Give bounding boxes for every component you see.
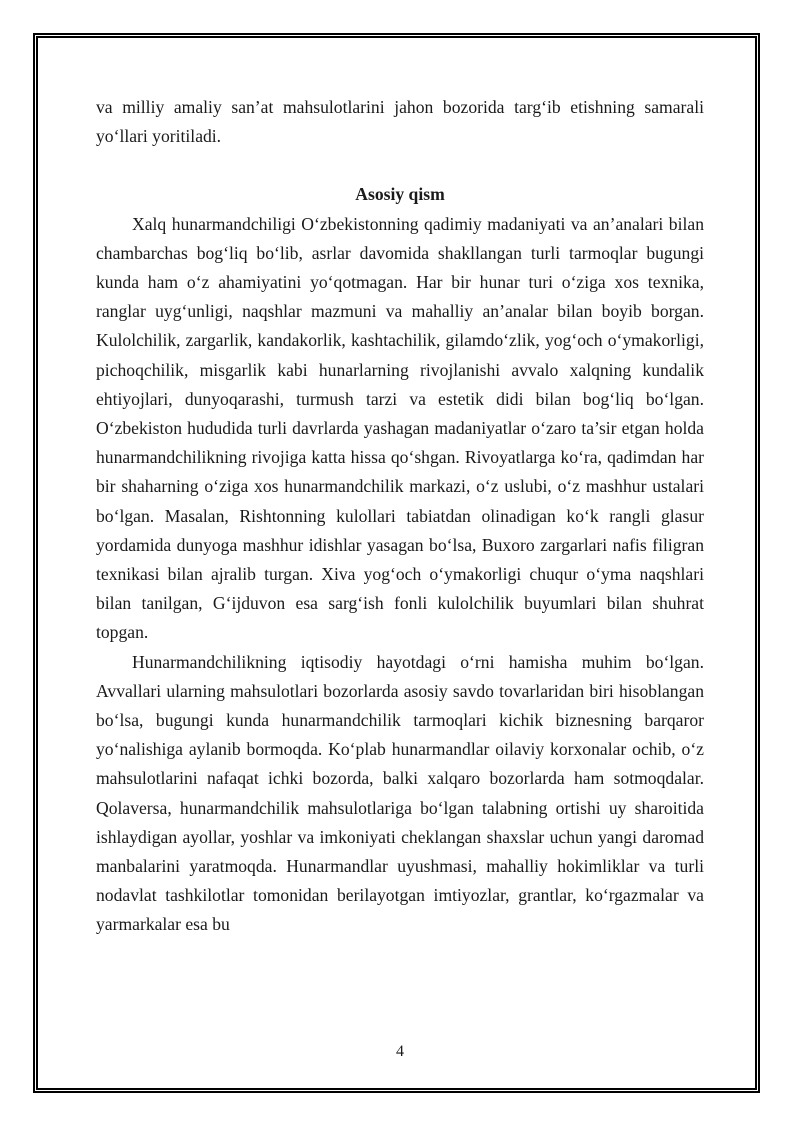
page-number: 4 [396, 1043, 404, 1060]
intro-paragraph: va milliy amaliy san’at mahsulotlarini jahon bozorida targ‘ib etishning samarali yo‘llari yoritiladi. [96, 97, 704, 147]
body-paragraph-1: Xalq hunarmandchiligi O‘zbekistonning qadimiy madaniyati va an’analari bilan chambarchas bog‘liq bo‘lib, asrlar davomida shakllangan turli tarmoqlar bugungi kunda ham o‘z ahamiyatini yo‘qotmagan. Har bir hunar turi o‘ziga xos texnika, ranglar uyg‘unligi, naqshlar mazmuni va mahalliy an’analar bilan boyib borgan. Kulolchilik, zargarlik, kandakorlik, kashtachilik, gilamdo‘zlik, yog‘och o‘ymakorligi, pichoqchilik, misgarlik kabi hunarlarning rivojlanishi avvalo xalqning kundalik ehtiyojlari, dunyoqarashi, turmush tarzi va estetik didi bilan bog‘liq bo‘lgan. O‘zbekiston hududida turli davrlarda yashagan madaniyatlar o‘zaro ta’sir etgan holda hunarmandchilikning rivojiga katta hissa qo‘shgan. Rivoyatlarga ko‘ra, qadimdan har bir shaharning o‘ziga xos hunarmandchilik markazi, o‘z uslubi, o‘z mashhur ustalari bo‘lgan. Masalan, Rishtonning kulollari tabiatdan olinadigan ko‘k rangli glasur yordamida dunyoga mashhur idishlar yasagan bo‘lsa, Buxoro zargarlari nafis filigran texnikasi bilan ajralib turgan. Xiva yog‘och o‘ymakorligi chuqur o‘yma naqshlari bilan tanilgan, G‘ijduvon esa sarg‘ish fonli kulolchilik buyumlari bilan shuhrat topgan. [96, 213, 704, 643]
document-body [96, 93, 704, 940]
body-paragraph-2: Hunarmandchilikning iqtisodiy hayotdagi o‘rni hamisha muhim bo‘lgan. Avvallari ularning mahsulotlari bozorlarda asosiy savdo tovarlaridan biri hisoblangan bo‘lsa, bugungi kunda hunarmandchilik tarmoqlari kichik biznesning barqaror yo‘nalishiga aylanib bormoqda. Ko‘plab hunarmandlar oilaviy korxonalar ochib, o‘z mahsulotlarini nafaqat ichki bozorda, balki xalqaro bozorlarda ham sotmoqdalar. Qolaversa, hunarmandchilik mahsulotlariga bo‘lgan talabning ortishi uy sharoitida ishlaydigan ayollar, yoshlar va imkoniyati cheklangan shaxslar uchun yangi daromad manbalarini yaratmoqda. Hunarmandlar uyushmasi, mahalliy hokimliklar va turli nodavlat tashkilotlar tomonidan berilayotgan imtiyozlar, grantlar, ko‘rgazmalar va yarmarkalar esa bu [96, 651, 704, 935]
section-heading: Asosiy qism [355, 184, 445, 205]
